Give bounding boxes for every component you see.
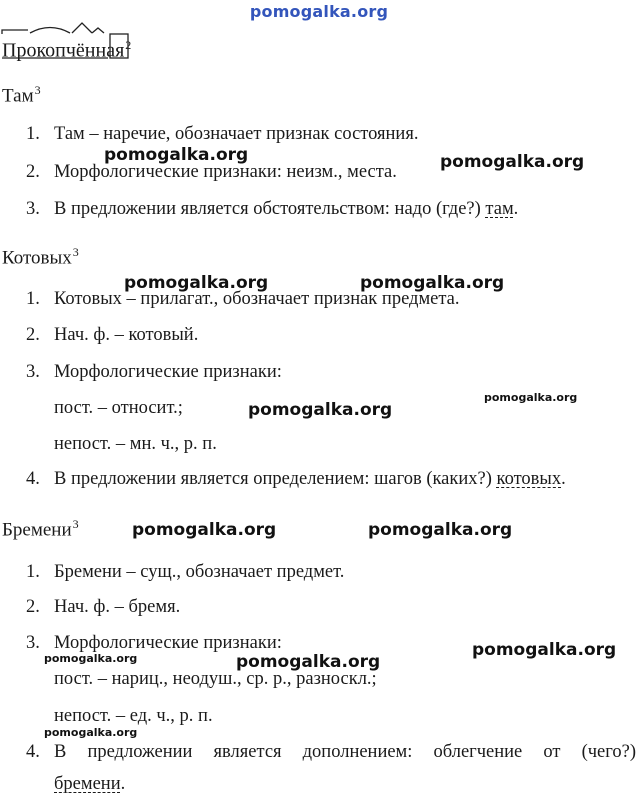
ending-box <box>110 34 128 58</box>
suffix-mark <box>72 23 92 33</box>
underlined-word: котовых <box>496 469 562 489</box>
list-item-continuation: бремени. <box>54 774 126 794</box>
watermark: pomogalka.org <box>104 145 249 165</box>
prefix-mark <box>2 30 28 34</box>
morpheme-marks <box>0 20 140 60</box>
watermark: pomogalka.org <box>440 152 585 172</box>
watermark: pomogalka.org <box>360 273 505 293</box>
list-item: 2. Нач. ф. – бремя. <box>26 597 181 617</box>
watermark: pomogalka.org <box>44 726 138 739</box>
section-title-tam: Там$^3$ <box>2 83 41 107</box>
parsed-word: Прокопчённая <box>2 39 125 62</box>
watermark: pomogalka.org <box>248 400 393 420</box>
list-item: 4. В предложении является дополнением: облегчение от (чего?) <box>26 742 636 762</box>
list-item: 3. Морфологические признаки: <box>26 362 282 382</box>
sub-item: непост. – ед. ч., р. п. <box>54 706 213 726</box>
sub-item: пост. – относит.; <box>54 398 183 418</box>
task-index: 2 <box>125 38 132 52</box>
watermark: pomogalka.org <box>124 273 269 293</box>
list-item: 2. Морфологические признаки: неизм., места. <box>26 162 397 182</box>
watermark: pomogalka.org <box>484 391 578 404</box>
list-item: 1. Бремени – сущ., обозначает предмет. <box>26 562 345 582</box>
root-arc <box>30 28 70 34</box>
watermark: pomogalka.org <box>368 520 513 540</box>
list-item: 4. В предложении является определением: шагов (каких?) котовых. <box>26 469 566 489</box>
sub-item: пост. – нариц., неодуш., ср. р., разноскл.; <box>54 669 377 689</box>
watermark: pomogalka.org <box>236 652 381 672</box>
watermark: pomogalka.org <box>472 640 617 660</box>
underlined-word: бремени <box>54 774 121 794</box>
suffix-mark-2 <box>92 28 104 33</box>
section-title-bremeni: Бремени$^3$ <box>2 517 79 541</box>
list-item: 1. Котовых – прилагат., обозначает признак предмета. <box>26 289 460 309</box>
sub-item: непост. – мн. ч., р. п. <box>54 434 217 454</box>
watermark: pomogalka.org <box>132 520 277 540</box>
watermark: pomogalka.org <box>44 652 138 665</box>
section-title-kotovykh: Котовых$^3$ <box>2 245 79 269</box>
site-header[interactable]: pomogalka.org <box>249 2 389 21</box>
list-item: 3. Морфологические признаки: <box>26 633 282 653</box>
list-item: 1. Там – наречие, обозначает признак состояния. <box>26 124 419 144</box>
list-item: 2. Нач. ф. – котовый. <box>26 325 199 345</box>
list-item: 3. В предложении является обстоятельством: надо (где?) там. <box>26 199 519 219</box>
underlined-word: там <box>485 199 514 219</box>
